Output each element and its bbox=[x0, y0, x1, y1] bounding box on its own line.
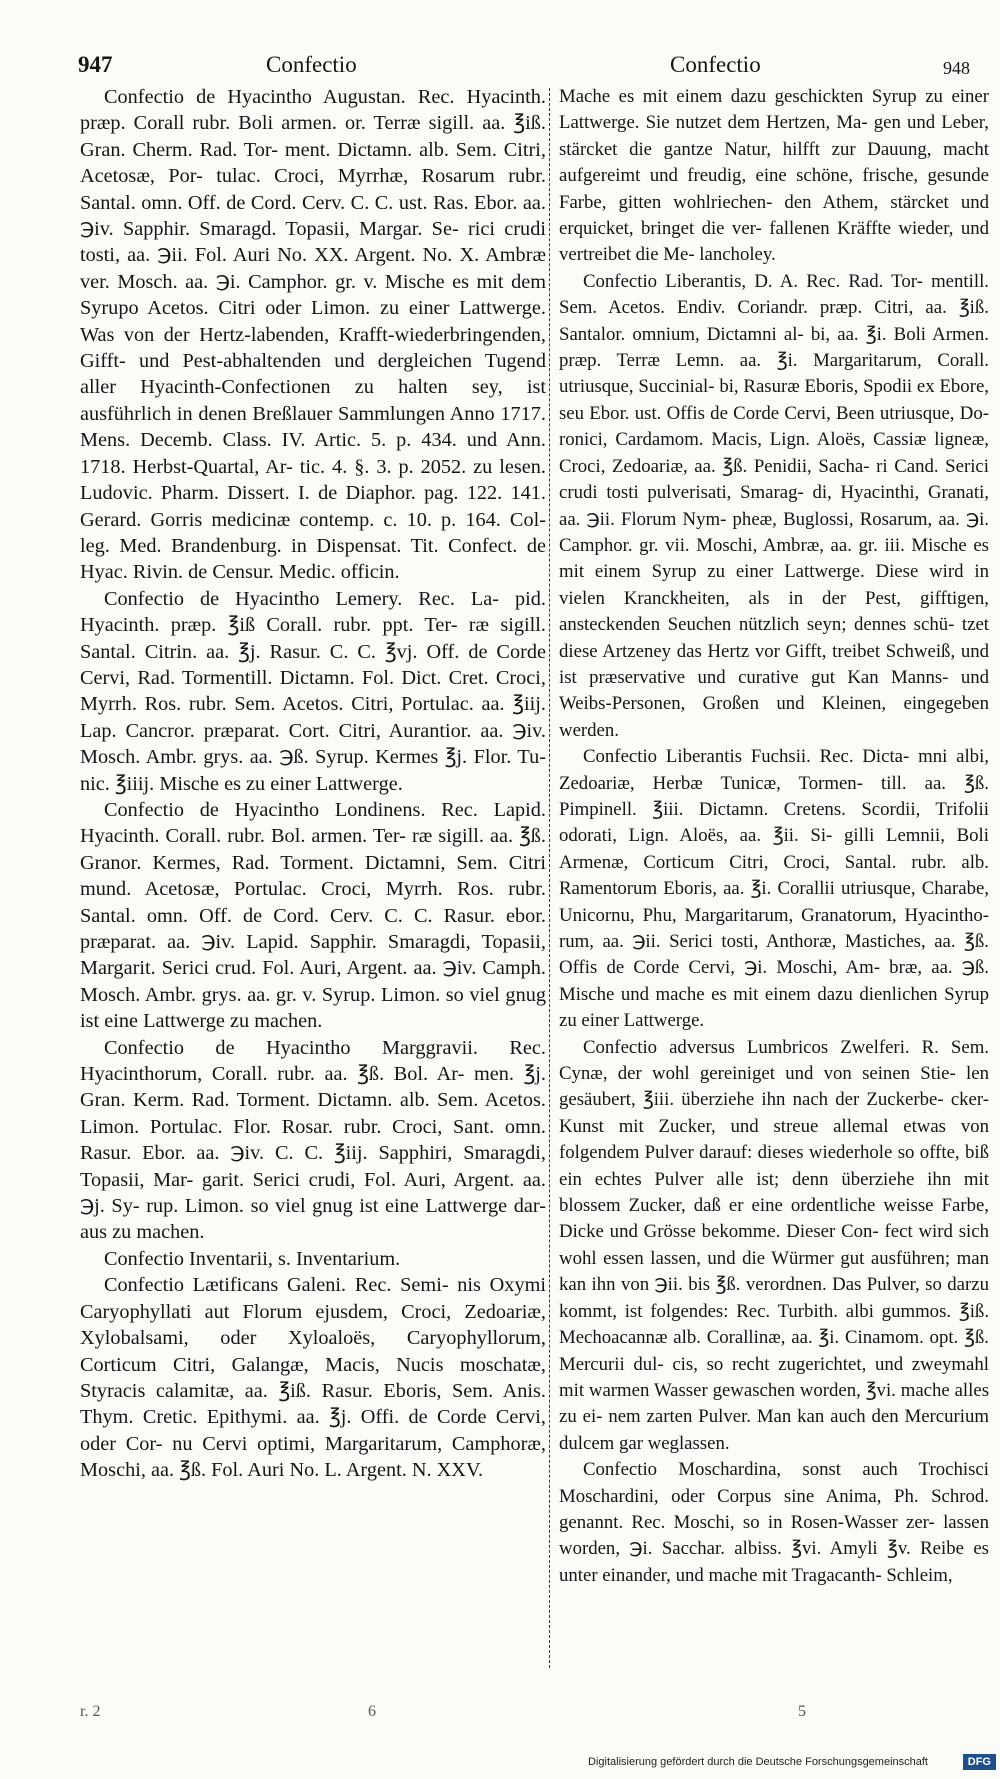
text-line: Confectio de Hyacintho Augustan. Rec. bbox=[104, 86, 455, 108]
text-line: Confectio Moschardina, sonst auch Trochisci bbox=[583, 1459, 989, 1481]
text-line: aus zu machen. bbox=[80, 1221, 205, 1244]
text-line: ihn mit blossem Zucker, daß er eine ordentliche weisse bbox=[559, 1168, 989, 1217]
text-line: Corallinæ, aa. ℥i. Cinamom. opt. ℥ß. Mercurii dul- bbox=[559, 1327, 989, 1375]
text-line: pheæ, Buglossi, Rosarum, aa. ℈i. Camphor. gr. bbox=[559, 508, 989, 556]
text-line: Reibe es unter einander, und mache mit Tragacanth- bbox=[559, 1538, 989, 1586]
text-line: p. 434. und Ann. 1718. Herbst-Quartal, Ar- bbox=[80, 429, 546, 478]
text-line: garit. Serici crudi, Fol. Auri, Argent. aa. ℈j. Sy- bbox=[80, 1168, 546, 1218]
text-line: Confectio de Hyacintho Marggravii. Rec. bbox=[104, 1036, 546, 1059]
text-line: No. X. Ambræ ver. Mosch. aa. ℈i. Camphor. bbox=[80, 244, 546, 293]
text-line: aller Hyacinth-Confectionen zu halten sey, ist bbox=[80, 376, 546, 399]
text-paragraph bbox=[80, 1272, 546, 1483]
text-line: ausführen; man kan ihn von ℈ii. bis ℥ß. verordnen. bbox=[559, 1247, 989, 1296]
text-line: Sem. Cynæ, der wohl gereiniget und von seinen Stie- bbox=[559, 1036, 990, 1085]
page-number-left: 947 bbox=[78, 52, 113, 77]
text-line: Schweiß, und ist præservative und curative gut bbox=[559, 640, 989, 688]
text-line: rici crudi tosti, aa. ℈ii. Fol. Auri No. XX. Argent. bbox=[80, 218, 546, 267]
text-line: ℈iv. Sapphir. Smaragd. Topasii, Margar. Se- bbox=[80, 218, 459, 241]
text-line: Dauung, macht aufgereimt und freudig, eine bbox=[559, 138, 989, 187]
text-line: bræ, aa. ℈ß. Mische und mache es mit einem bbox=[559, 957, 990, 1005]
text-line: pid. Hyacinth. præp. ℥iß Corall. rubr. ppt. Ter- bbox=[80, 587, 547, 637]
text-line: Anno 1717. Mens. Decemb. Class. IV. Artic. 5. bbox=[80, 402, 546, 452]
text-line: Mosch. Ambr. grys. aa. gr. v. Syrup. Limon. so bbox=[80, 983, 464, 1006]
text-line: Serici crud. Fol. Auri, Argent. aa. ℈iv. Camph. bbox=[161, 957, 546, 980]
text-line: Hyacinth. præp. Corall rubr. Boli armen. or. bbox=[80, 86, 546, 135]
text-line: einem Syrup zu einer Lattwerge. Diese wird bbox=[594, 561, 964, 583]
footer-mark-left: r. 2 bbox=[80, 1703, 101, 1720]
footer-mark-center: 6 bbox=[368, 1703, 376, 1720]
text-line: Moschi, aa. ℥ß. Fol. Auri No. L. Argent. N. XXV. bbox=[80, 1459, 484, 1482]
text-line: cker-Kunst mit Zucker, und streue allemal etwas von bbox=[559, 1089, 990, 1137]
text-paragraph bbox=[559, 84, 989, 269]
dfg-logo-badge: DFG bbox=[963, 1754, 996, 1770]
text-line: ræ sigill. Santal. Citrin. aa. ℥j. Rasur. C. C. ℥vj. bbox=[80, 614, 546, 663]
text-line: dazu dienlichen Syrup zu einer Lattwerge. bbox=[559, 983, 989, 1032]
text-line: Dictamni, Sem. Citri mund. Acetosæ, Portulac. bbox=[80, 851, 546, 901]
text-paragraph bbox=[80, 1246, 546, 1272]
text-line: cis, so recht zugerichtet, und zweymahl mit warmen bbox=[559, 1353, 989, 1401]
text-line: den Athem, stärcket und erquicket, bringet die ver- bbox=[559, 191, 989, 240]
text-line: Fol. Dict. Cret. Croci, Myrrh. Ros. rubr. Sem. bbox=[80, 666, 546, 716]
text-line: und Pest-abhaltenden und dergleichen Tugend bbox=[138, 350, 546, 373]
text-line: Cord. Cerv. C. C. Rasur. ebor. præparat. aa. ℈iv. bbox=[80, 904, 546, 953]
text-line: folgendem Pulver darauf: dieses wiederhole so bbox=[559, 1142, 915, 1164]
text-line: Caryophyllorum, Corticum Citri, Galangæ, bbox=[80, 1327, 546, 1376]
text-line: ansteckenden Seuchen nützlich seyn; dennes schü- bbox=[559, 614, 955, 636]
text-line: Hyacinthorum, Corall. rubr. aa. ℥ß. Bol. Ar- bbox=[80, 1063, 465, 1086]
footer-mark-right: 5 bbox=[798, 1703, 806, 1720]
text-line: till. aa. ℥ß. Pimpinell. ℥iii. Dictamn. Cretens. bbox=[559, 772, 989, 820]
text-line: Ambr. grys. aa. ℈ß. Syrup. Kermes ℥j. Flor. Tu- bbox=[145, 746, 546, 769]
text-line: nem zarten Pulver. Man kan auch den Mercurium bbox=[608, 1406, 989, 1428]
text-line: leg. Med. Brandenburg. in Dispensat. Tit. Confect. bbox=[80, 534, 518, 557]
text-line: mentill. Sem. Acetos. Endiv. Coriandr. præp. bbox=[559, 270, 989, 319]
text-line: Confectio adversus Lumbricos Zwelferi. R. bbox=[583, 1036, 939, 1058]
text-line: aa. ℥ß. Offis de Corde Cervi, ℈i. Moschi, Am- bbox=[559, 931, 989, 979]
text-line: Farbe, Dicke und Grösse bekomme. Dieser Con- bbox=[559, 1195, 989, 1243]
text-line: Moschardini, oder Corpus sine Anima, Ph. Schrod. bbox=[559, 1485, 989, 1507]
text-line: Macis, Nucis moschatæ, Styracis calamitæ, aa. bbox=[80, 1353, 547, 1402]
text-line: gr. v. Mische es mit dem Syrupo Acetos. Citri bbox=[80, 270, 547, 320]
text-line: tulac. Croci, Myrrhæ, Rosarum rubr. Santal. bbox=[80, 165, 546, 214]
running-head bbox=[70, 52, 970, 82]
text-line: præparat. Cort. Citri, Aurantior. aa. ℈iv. Mosch. bbox=[80, 719, 547, 769]
footer-marks bbox=[70, 1703, 950, 1725]
text-line: Croci, Myrrh. Ros. rubr. Santal. omn. Off. de bbox=[80, 878, 546, 927]
text-line: fect wird sich wohl essen lassen, und die Würmer gut bbox=[559, 1221, 989, 1269]
text-line: Lapid. Sapphir. Smaragdi, Topasii, Margarit. bbox=[80, 931, 546, 980]
text-line: Confectio Liberantis, D. A. Rec. Rad. Tor- bbox=[583, 270, 923, 292]
text-line: rup. Limon. so viel gnug ist eine Lattwerge dar- bbox=[146, 1195, 546, 1218]
text-line: ausführlich in denen Breßlauer Sammlungen bbox=[80, 402, 446, 425]
text-line: nic. ℥iiij. Mische es zu einer Lattwerge. bbox=[80, 772, 403, 795]
text-line: gen und Leber, stärcket die gantze Natur, hilfft zur bbox=[559, 112, 989, 160]
text-line: Epithymi. aa. ℥j. Offi. de Corde Cervi, oder Cor- bbox=[80, 1406, 546, 1455]
text-line: ment. Dictamn. alb. Sem. Citri, Acetosæ, Por- bbox=[80, 138, 546, 188]
text-line: men. ℥j. Gran. Kerm. Rad. Torment. Dictamn. bbox=[80, 1063, 546, 1112]
text-line: alb. Sem. Acetos. Limon. Portulac. Flor. Rosar. bbox=[80, 1089, 546, 1138]
text-line: Das Pulver, so darzu kommt, ist folgendes: Rec. bbox=[559, 1274, 989, 1322]
text-paragraph bbox=[80, 84, 546, 586]
text-line: rum, aa. ℈ii. Serici tosti, Anthoræ, Mastiches, bbox=[559, 931, 926, 952]
text-line: rubr. Croci, Sant. omn. Rasur. Ebor. aa. ℈iv. bbox=[80, 1115, 546, 1165]
text-paragraph bbox=[559, 1457, 989, 1589]
text-line: Dissert. I. de Diaphor. pag. 122. 141. Gerard. bbox=[80, 482, 546, 531]
left-column bbox=[80, 84, 546, 1484]
text-line: Citri, aa. ℥iß. Santalor. omnium, Dictamni al- bbox=[559, 297, 989, 345]
text-line: Confectio Liberantis Fuchsii. Rec. Dicta- bbox=[583, 746, 910, 768]
text-line: Kan Manns- und Weibs-Personen, Großen und bbox=[559, 666, 989, 715]
text-line: einer Lattwerge. Sie nutzet dem Hertzen, Ma- bbox=[559, 86, 989, 134]
text-line: offte, biß ein echtes Pulver alle ist; denn überziehe bbox=[559, 1142, 989, 1190]
text-line: Terræ sigill. aa. ℥iß. Gran. Cherm. Rad. Tor- bbox=[80, 112, 546, 161]
text-line: Croci, Zedoariæ, Xylobalsami, oder Xyloaloës, bbox=[80, 1300, 546, 1350]
text-line: ust. Offis de Corde Cervi, Been utriusque, Do- bbox=[634, 402, 989, 424]
text-paragraph bbox=[559, 1035, 989, 1458]
text-line: bi, aa. ℥i. Boli Armen. præp. Terræ Lemn. aa. bbox=[559, 323, 989, 372]
text-line: Schleim, bbox=[886, 1564, 953, 1586]
text-line: tzet diese Artzeney das Hertz vor Gifft, treibet bbox=[559, 614, 989, 662]
text-line: len gesäubert, ℥iii. überziehe ihn nach der Zuckerbe- bbox=[559, 1063, 989, 1111]
text-line: aa. ℥i. Corallii utriusque, Charabe, Unicornu, bbox=[559, 878, 989, 926]
running-title-left: Confectio bbox=[266, 52, 357, 77]
text-line: Confectio de Hyacintho Lemery. Rec. La- bbox=[104, 587, 500, 610]
text-line: tic. 4. §. 3. p. 2052. zu lesen. Ludovic. Pharm. bbox=[80, 455, 546, 505]
text-line: gilli Lemnii, Boli Armenæ, Corticum Citri, bbox=[559, 825, 989, 873]
text-line: in vielen Kranckheiten, als in der Pest, gifftigen, bbox=[559, 561, 989, 609]
text-line: fallenen Kräffte wieder, und vertreibet die Me- bbox=[559, 218, 990, 266]
text-line: Croci, Santal. rubr. alb. Ramentorum Eboris, bbox=[559, 851, 989, 900]
text-line: ræ sigill. aa. ℥ß. Granor. Kermes, Rad. Torment. bbox=[80, 825, 546, 874]
running-title-right: Confectio bbox=[670, 52, 761, 77]
text-line: nu Cervi optimi, Margaritarum, Camphoræ, bbox=[172, 1432, 546, 1455]
text-line: nis Oxymi Caryophyllati aut Florum ejusdem, bbox=[80, 1274, 546, 1323]
text-line: C. C. ℥iij. Sapphiri, Smaragdi, Topasii, Mar- bbox=[80, 1142, 546, 1191]
text-line: lassen worden, ℈i. Sacchar. albiss. ℥vi. Amyli ℥v. bbox=[559, 1511, 989, 1560]
column-divider bbox=[549, 88, 550, 1668]
text-line: viel gnug ist eine Lattwerge zu machen. bbox=[80, 983, 546, 1033]
text-line: ligneæ, Croci, Zedoariæ, aa. ℥ß. Penidii, Sacha- bbox=[559, 429, 989, 477]
text-line: lancholey. bbox=[699, 244, 776, 266]
text-line: Phu, Margaritarum, Granatorum, Hyacintho- bbox=[642, 904, 989, 926]
text-line: Kleinen, eingegeben werden. bbox=[559, 693, 990, 741]
text-line: Wasser gewaschen worden, ℥vi. mache alles zu ei- bbox=[559, 1379, 990, 1428]
text-line: Acetos. Citri, Portulac. aa. ℥iij. Lap. Cancror. bbox=[80, 693, 546, 742]
digitization-credit: Digitalisierung gefördert durch die Deutsche Forschungsgemeinschaft bbox=[588, 1756, 928, 1768]
text-paragraph bbox=[559, 744, 989, 1034]
text-paragraph bbox=[80, 1035, 546, 1246]
text-line: dulcem gar weglassen. bbox=[559, 1432, 730, 1454]
text-paragraph bbox=[559, 269, 989, 744]
text-line: schöne, frische, gesunde Farbe, gitten wohlriechen- bbox=[559, 165, 990, 213]
text-line: de Hyac. Rivin. de Censur. Medic. officin. bbox=[80, 534, 547, 584]
text-paragraph bbox=[80, 797, 546, 1035]
text-line: Hertz-labenden, Krafft-wiederbringenden, Gifft- bbox=[80, 323, 547, 373]
text-line: Turbith. albi gummos. ℥iß. Mechoacannæ alb. bbox=[559, 1300, 990, 1349]
text-line: Mache es mit einem dazu geschickten Syrup zu bbox=[559, 86, 943, 107]
text-line: di, Hyacinthi, Granati, aa. ℈ii. Florum Nym- bbox=[559, 482, 989, 530]
text-line: genannt. Rec. Moschi, so in Rosen-Wasser zer- bbox=[559, 1511, 935, 1533]
text-line: bi, Rasuræ Eboris, Spodii ex Ebore, seu Ebor. bbox=[559, 376, 989, 424]
text-line: ℥i. Margaritarum, Corall. utriusque, Succinial- bbox=[559, 350, 989, 398]
text-line: Gorris medicinæ contemp. c. 10. p. 164. Col- bbox=[150, 508, 546, 531]
text-line: ronici, Cardamom. Macis, Lign. Aloës, Cassiæ bbox=[559, 429, 927, 451]
text-paragraph bbox=[80, 586, 546, 797]
text-line: Confectio de Hyacintho Londinens. Rec. bbox=[104, 798, 478, 821]
text-line: Confectio Lætificans Galeni. Rec. Semi- bbox=[104, 1274, 449, 1297]
text-line: Scordii, Trifolii odorati, Lign. Aloës, aa. ℥ii. Si- bbox=[559, 798, 989, 847]
text-line: omn. Off. de Cord. Cerv. C. C. ust. Ras. Ebor. aa. bbox=[141, 191, 546, 214]
text-line: mni albi, Zedoariæ, Herbæ Tunicæ, Tormen- bbox=[559, 746, 989, 794]
text-line: Lapid. Hyacinth. Corall. rubr. Bol. armen. Ter- bbox=[80, 798, 546, 848]
text-line: Off. de Corde Cervi, Rad. Tormentill. Dictamn. bbox=[80, 640, 546, 689]
text-line: ri Cand. Serici crudi tosti pulverisati, Smarag- bbox=[559, 455, 989, 504]
text-line: oder Limon. zu einer Lattwerge. Was von der bbox=[80, 297, 546, 346]
page-number-right: 948 bbox=[943, 58, 970, 78]
right-column bbox=[559, 84, 989, 1589]
text-line: ℥iß. Rasur. Eboris, Sem. Anis. Thym. Cretic. bbox=[80, 1379, 546, 1429]
text-line: vii. Moschi, Ambræ, aa. gr. iii. Mische es mit bbox=[559, 534, 989, 583]
text-line: Confectio Inventarii, s. Inventarium. bbox=[104, 1247, 401, 1270]
